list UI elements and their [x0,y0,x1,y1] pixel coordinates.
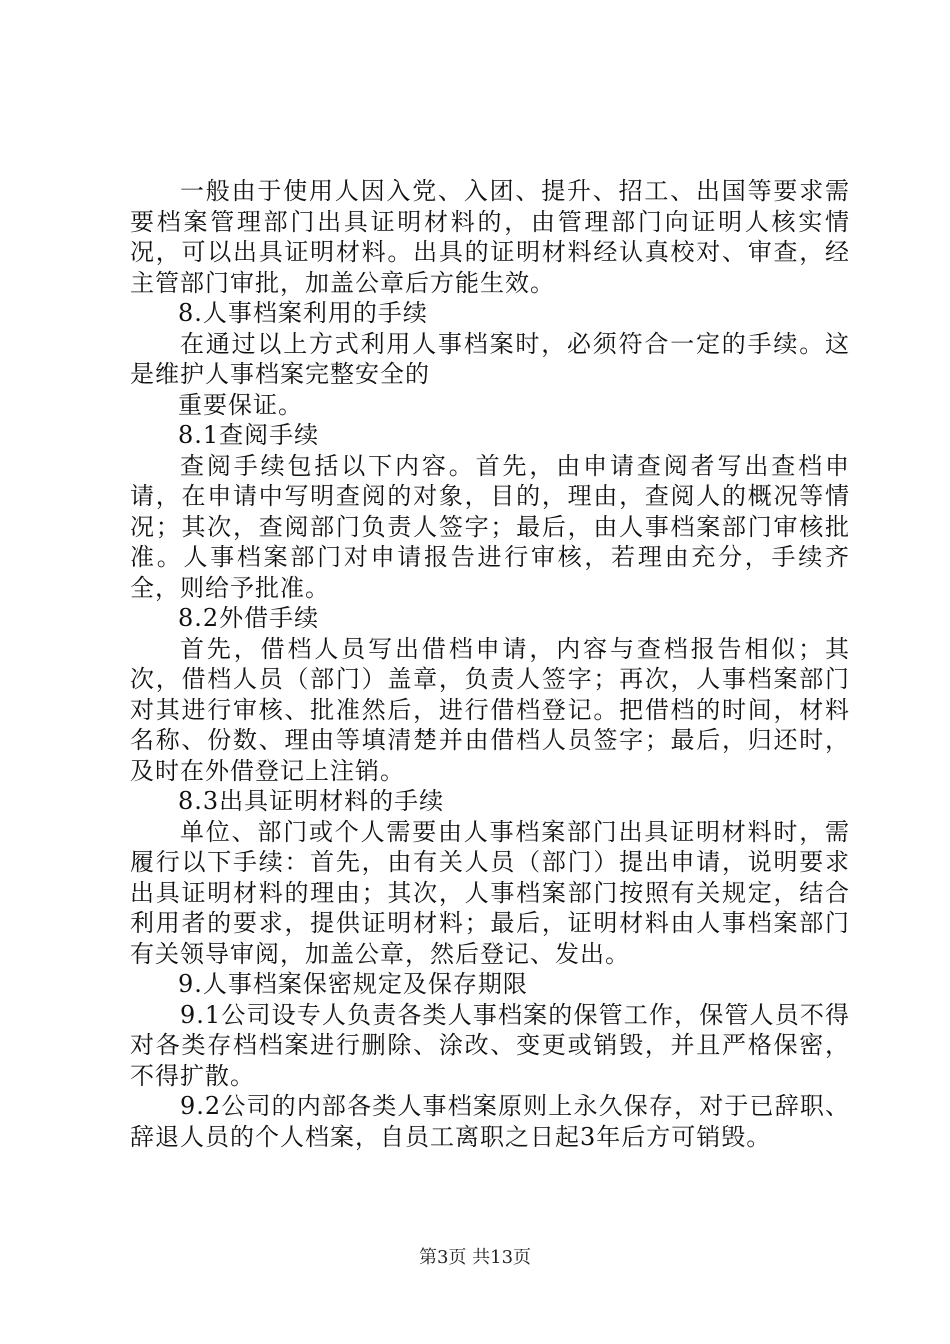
paragraph-certificate-intro: 一般由于使用人因入党、入团、提升、招工、出国等要求需要档案管理部门出具证明材料的，由管理部门向证明人核实情况，可以出具证明材料。出具的证明材料经认真校对、审查，经主管部门审批，加盖公章后方能生效。 [130,177,850,297]
paragraph-review-procedure: 查阅手续包括以下内容。首先，由申请查阅者写出查档申请，在申请中写明查阅的对象，目的，理由，查阅人的概况等情况；其次，查阅部门负责人签字；最后，由人事档案部门审核批准。人事档案部门对申请报告进行审核，若理由充分，手续齐全，则给予批准。 [130,451,850,602]
paragraph-continuation: 重要保证。 [178,390,303,419]
paragraph-borrow-procedure: 首先，借档人员写出借档申请，内容与查档报告相似；其次，借档人员（部门）盖章，负责人签字；再次，人事档案部门对其进行审核、批准然后，进行借档登记。把借档的时间，材料名称、份数、理由等填清楚并由借档人员签字；最后，归还时，及时在外借登记上注销。 [130,634,850,785]
section-heading-8-1: 8.1查阅手续 [178,421,320,449]
section-heading-8: 8.人事档案利用的手续 [178,299,428,327]
section-heading-8-3: 8.3出具证明材料的手续 [178,787,445,815]
section-heading-9: 9.人事档案保密规定及保存期限 [178,970,528,998]
paragraph-9-2: 9.2公司的内部各类人事档案原则上永久保存，对于已辞职、辞退人员的个人档案，自员工离职之日起3年后方可销毁。 [130,1092,850,1151]
page-number-footer: 第3页 共13页 [418,1247,532,1268]
paragraph-usage-procedure: 在通过以上方式利用人事档案时，必须符合一定的手续。这是维护人事档案完整安全的 [130,329,850,388]
paragraph-9-1: 9.1公司设专人负责各类人事档案的保管工作，保管人员不得对各类存档档案进行删除、涂改、变更或销毁，并且严格保密，不得扩散。 [130,1000,850,1090]
section-heading-8-2: 8.2外借手续 [178,604,320,632]
paragraph-certificate-procedure: 单位、部门或个人需要由人事档案部门出具证明材料时，需履行以下手续：首先，由有关人员（部门）提出申请，说明要求出具证明材料的理由；其次，人事档案部门按照有关规定，结合利用者的要求，提供证明材料；最后，证明材料由人事档案部门有关领导审阅，加盖公章，然后登记、发出。 [130,817,850,968]
document-body [130,176,850,1152]
